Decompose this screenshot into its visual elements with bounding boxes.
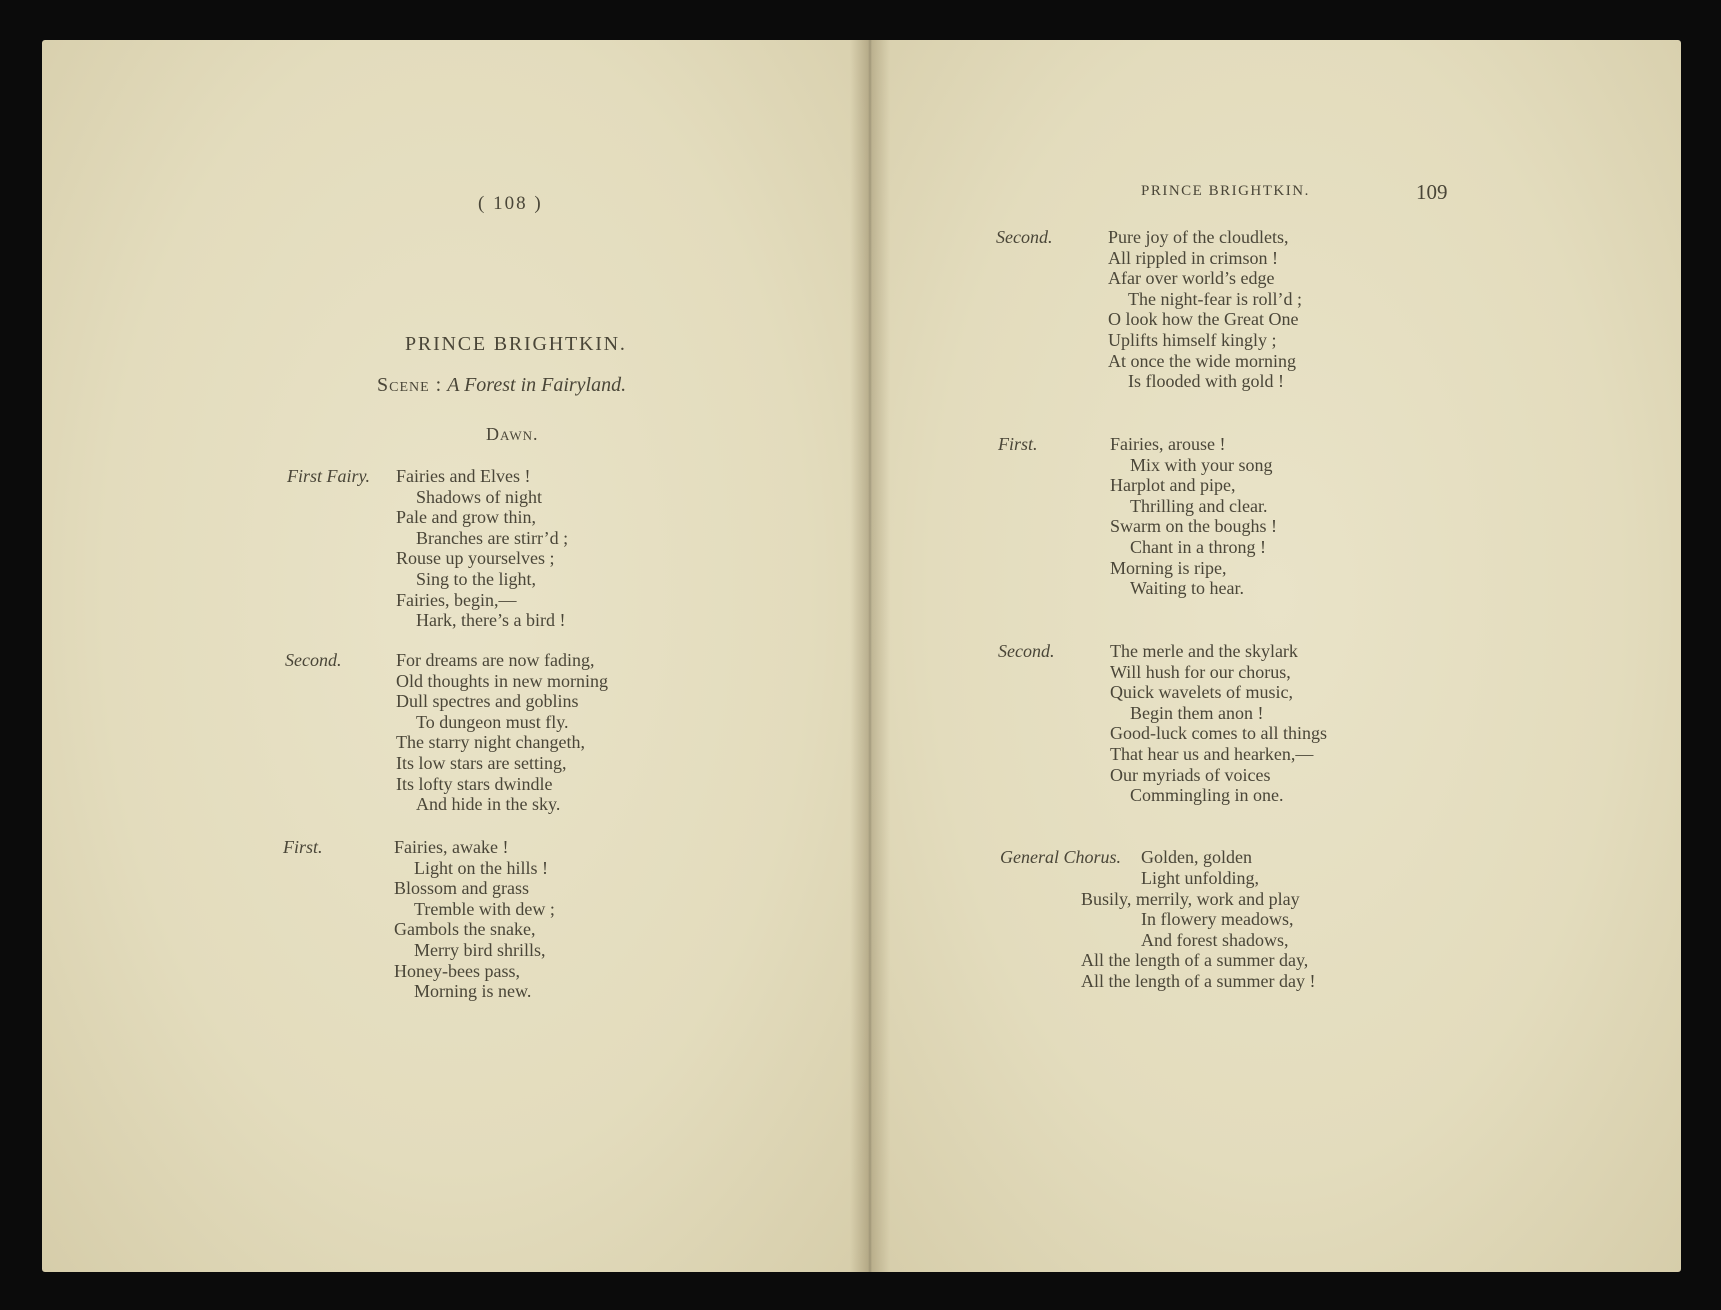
page-title: PRINCE BRIGHTKIN.: [405, 333, 627, 355]
verse-line: Morning is ripe,: [1110, 557, 1227, 578]
verse-line: Fairies, begin,—: [396, 589, 517, 610]
verse-line: All the length of a summer day,: [1081, 950, 1309, 971]
verse-line: Sing to the light,: [416, 568, 537, 589]
page-number-left: ( 108 ): [478, 193, 543, 214]
verse-line: All rippled in crimson !: [1108, 247, 1278, 268]
verse-line: Busily, merrily, work and play: [1081, 888, 1300, 909]
speaker-label: First.: [283, 837, 323, 857]
verse-line: The night-fear is roll’d ;: [1128, 288, 1302, 309]
verse-line: Branches are stirr’d ;: [416, 527, 569, 548]
verse-line: In flowery meadows,: [1141, 909, 1294, 930]
verse-line: That hear us and hearken,—: [1110, 743, 1314, 764]
verse-line: Fairies, arouse !: [1110, 434, 1226, 454]
speaker-label: General Chorus.: [1000, 847, 1121, 867]
verse-line: To dungeon must fly.: [416, 711, 569, 732]
verse-line: Commingling in one.: [1130, 785, 1284, 806]
verse-line: Afar over world’s edge: [1108, 268, 1275, 289]
verse-line: Shadows of night: [416, 486, 542, 507]
verse-line: Swarm on the boughs !: [1110, 516, 1277, 537]
verse-stanza: [396, 650, 608, 815]
verse-line: And forest shadows,: [1141, 929, 1289, 950]
verse-line: Morning is new.: [414, 981, 532, 1002]
verse-line: Our myriads of voices: [1110, 764, 1271, 785]
verse-line: Is flooded with gold !: [1128, 371, 1284, 392]
verse-line: Fairies and Elves !: [396, 466, 531, 486]
verse-stanza: [396, 466, 568, 631]
verse-line: Its lofty stars dwindle: [396, 773, 553, 794]
speaker-label: Second.: [285, 650, 342, 670]
page-number-right: 109: [1416, 180, 1448, 204]
verse-line: Blossom and grass: [394, 878, 529, 899]
verse-line: Thrilling and clear.: [1130, 495, 1268, 516]
verse-line: Its low stars are setting,: [396, 752, 567, 773]
verse-line: All the length of a summer day !: [1081, 970, 1316, 991]
verse-line: O look how the Great One: [1108, 309, 1299, 330]
verse-line: Waiting to hear.: [1130, 578, 1245, 599]
verse-line: And hide in the sky.: [416, 794, 561, 815]
section-heading: Dawn.: [486, 424, 539, 444]
speaker-label: First Fairy.: [287, 466, 371, 486]
verse-line: Light on the hills !: [414, 857, 548, 878]
scene-text: A Forest in Fairyland.: [447, 374, 627, 396]
scene-label: Scene :: [377, 374, 443, 396]
running-head: PRINCE BRIGHTKIN.: [1141, 183, 1310, 199]
verse-line: Mix with your song: [1130, 454, 1273, 475]
verse-line: Hark, there’s a bird !: [416, 610, 566, 631]
verse-stanza: [394, 837, 555, 1002]
verse-stanza: [1110, 434, 1277, 599]
verse-line: Rouse up yourselves ;: [396, 548, 555, 569]
verse-stanza: [1110, 641, 1327, 806]
verse-line: Begin them anon !: [1130, 702, 1264, 723]
verse-line: Gambols the snake,: [394, 919, 536, 940]
verse-line: The starry night changeth,: [396, 732, 585, 753]
verse-line: Will hush for our chorus,: [1110, 661, 1291, 682]
verse-line: Harplot and pipe,: [1110, 475, 1236, 496]
book-gutter: [850, 40, 890, 1272]
verse-line: Light unfolding,: [1141, 868, 1259, 888]
speaker-label: Second.: [998, 641, 1055, 661]
verse-line: Tremble with dew ;: [414, 898, 555, 919]
verse-line: Uplifts himself kingly ;: [1108, 329, 1277, 350]
verse-line: Chant in a throng !: [1130, 536, 1266, 557]
scene-heading: [377, 374, 626, 397]
verse-line: For dreams are now fading,: [396, 650, 595, 670]
speaker-label: First.: [998, 434, 1038, 454]
verse-stanza: [1108, 227, 1302, 392]
verse-line: Honey-bees pass,: [394, 960, 520, 981]
verse-line: Good-luck comes to all things: [1110, 723, 1327, 744]
verse-line: Dull spectres and goblins: [396, 691, 579, 712]
verse-line: Quick wavelets of music,: [1110, 682, 1293, 703]
speaker-label: Second.: [996, 227, 1053, 247]
chorus-first-line: Golden, golden: [1141, 847, 1252, 867]
verse-line: Pale and grow thin,: [396, 507, 536, 528]
verse-line: The merle and the skylark: [1110, 641, 1298, 661]
verse-line: Old thoughts in new morning: [396, 670, 608, 691]
chorus-stanza: [1081, 868, 1315, 992]
verse-line: Merry bird shrills,: [414, 939, 546, 960]
verse-line: At once the wide morning: [1108, 350, 1296, 371]
verse-line: Pure joy of the cloudlets,: [1108, 227, 1289, 247]
verse-line: Fairies, awake !: [394, 837, 509, 857]
